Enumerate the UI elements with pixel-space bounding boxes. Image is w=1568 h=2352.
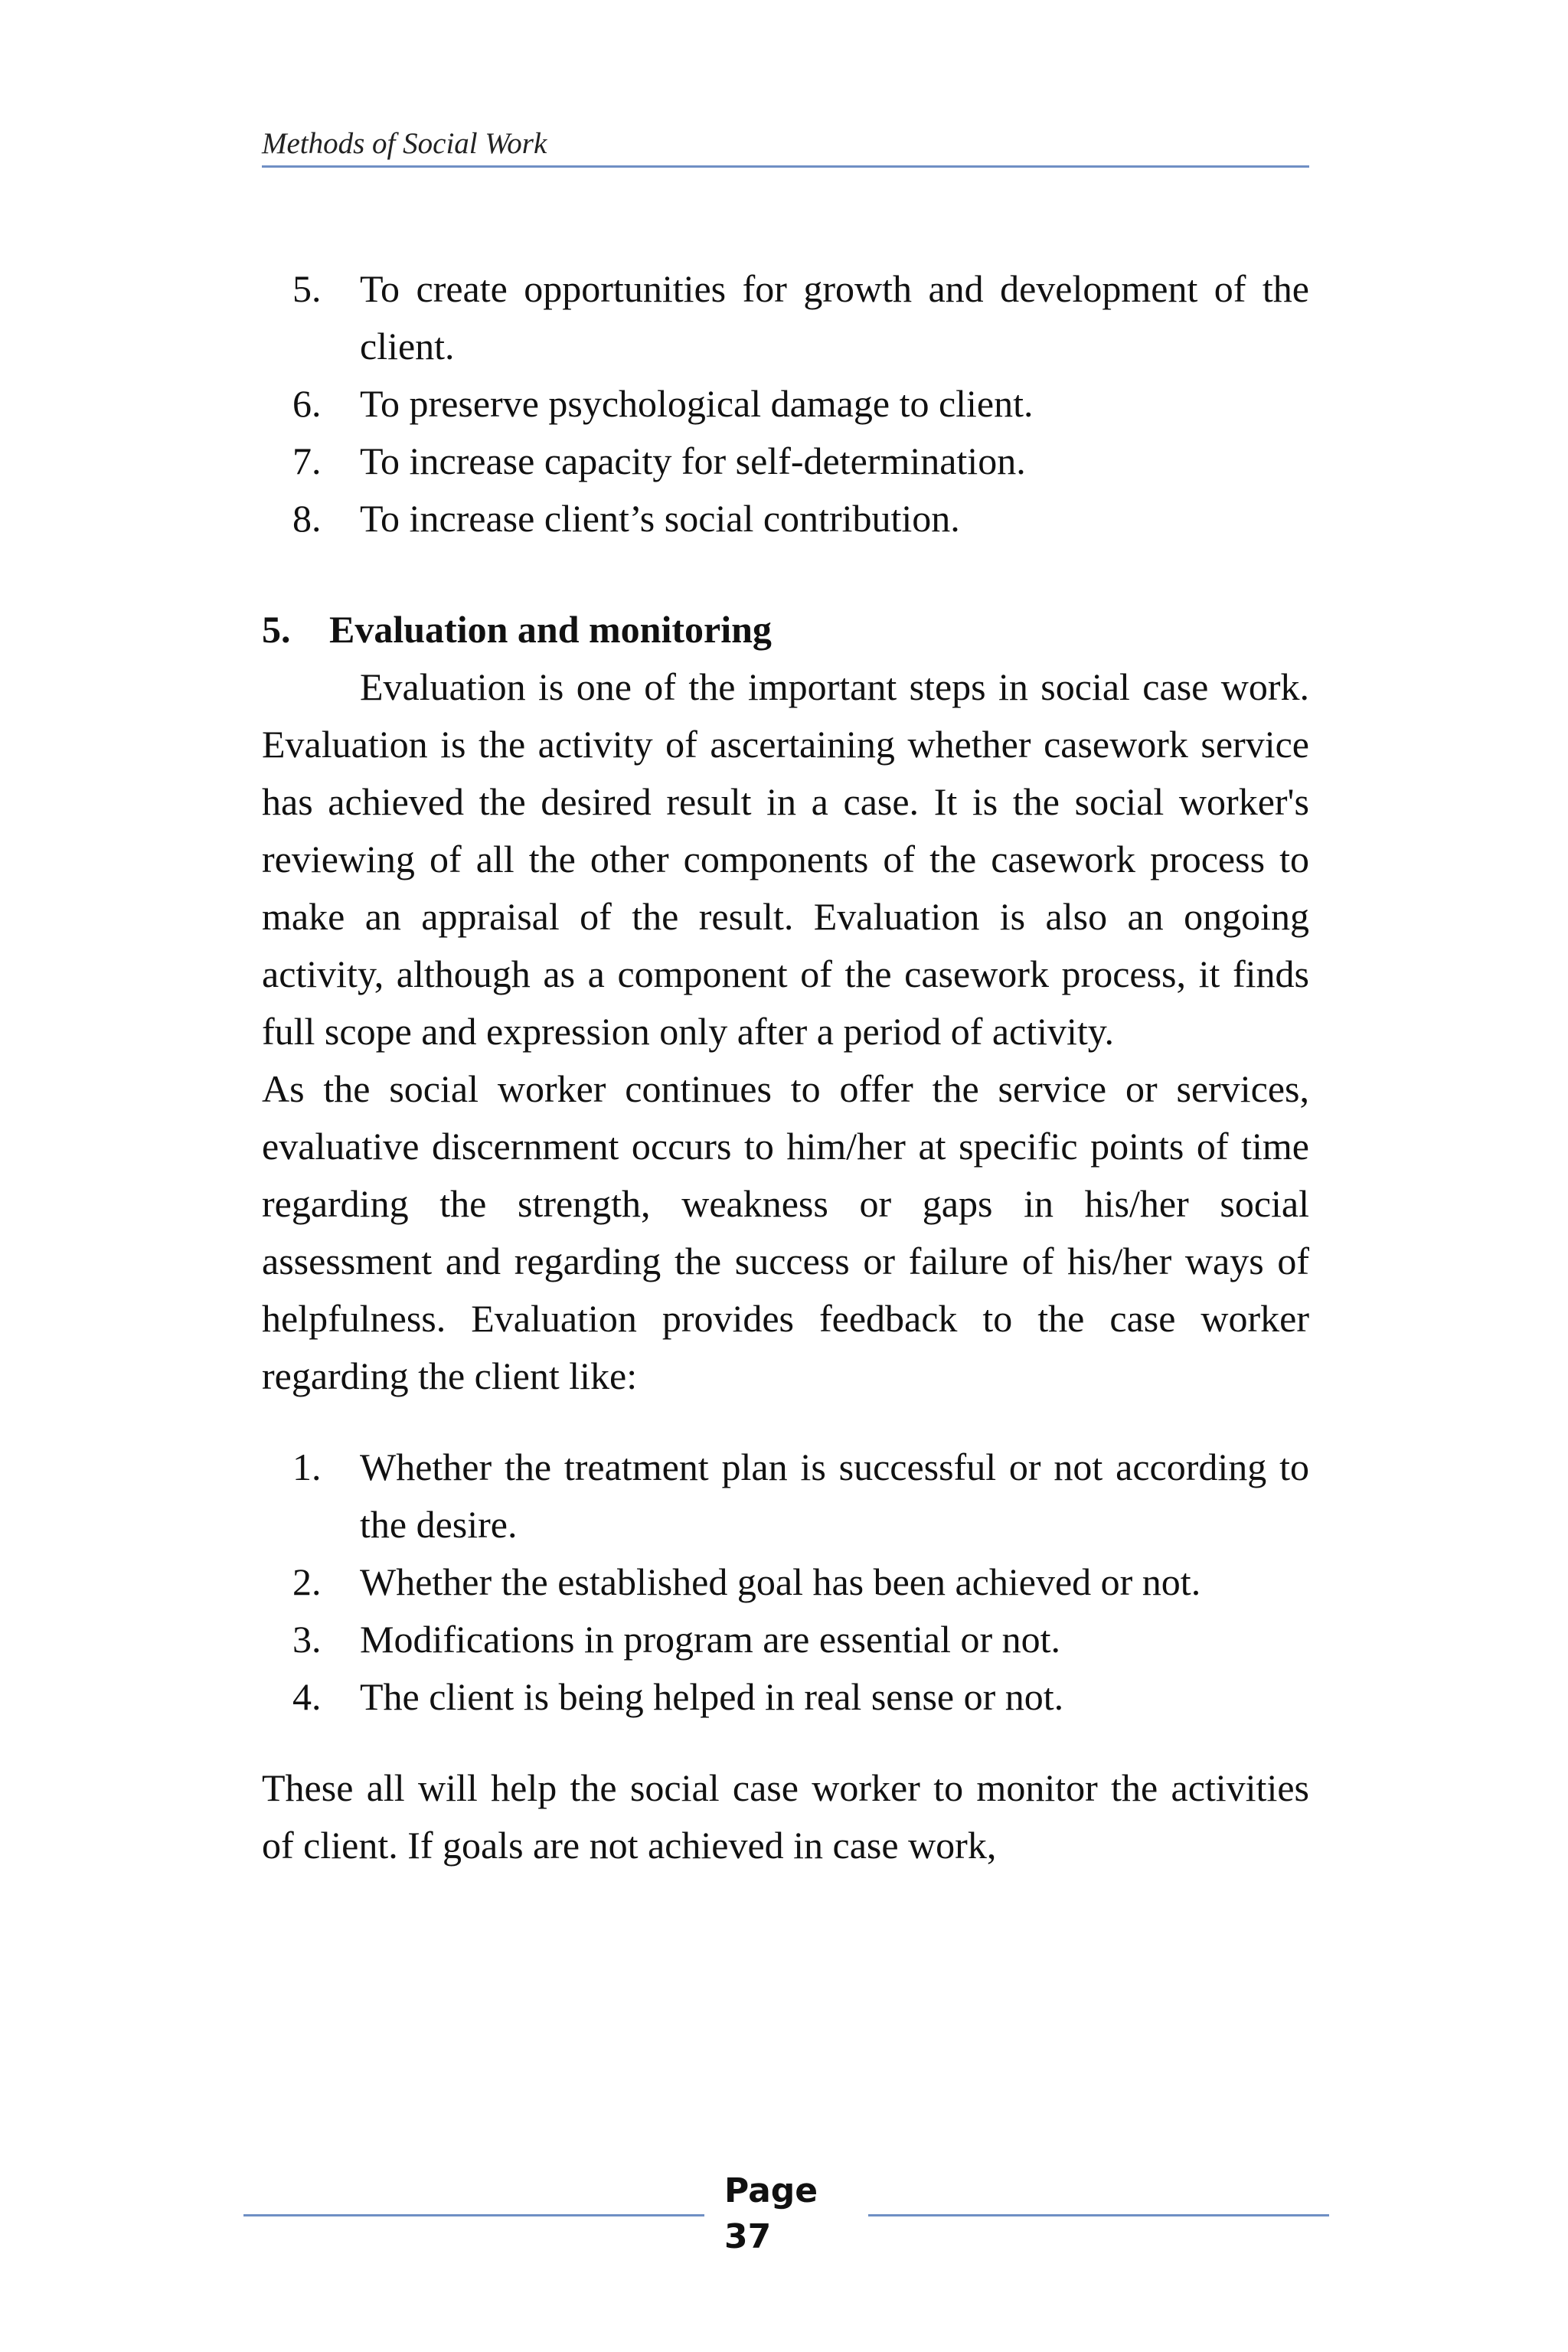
running-header [262,127,1309,168]
section-number: 5. [262,608,291,651]
list-item [262,260,1309,375]
list-item-text: The client is being helped in real sense or not. [360,1675,1064,1718]
list-item [262,490,1309,547]
section-heading [262,601,1309,658]
list-item [262,1553,1309,1611]
footer-rule-left [243,2214,704,2216]
page-number: 37 [724,2217,772,2256]
list-item-number: 8. [292,497,322,540]
page-content [262,260,1309,1874]
page-footer [243,2168,1329,2275]
section-title: Evaluation and monitoring [329,608,772,651]
list-item-number: 2. [292,1560,322,1603]
footer-rule-right [868,2214,1329,2216]
list-item-number: 4. [292,1675,322,1718]
header-title: Methods of Social Work [262,127,547,160]
list-item-text: To preserve psychological damage to client. [360,382,1034,425]
list-item-text: Modifications in program are essential or not. [360,1618,1061,1661]
list-item-number: 6. [292,382,322,425]
list-item [262,1611,1309,1668]
list-item [262,375,1309,433]
list-item-number: 5. [292,267,322,310]
list-item-number: 3. [292,1618,322,1661]
list-item-text: Whether the treatment plan is successful or not according to the desire. [360,1446,1309,1546]
list-item-text: Whether the established goal has been achieved or not. [360,1560,1201,1603]
paragraph-evaluation-feedback: As the social worker continues to offer the service or services, evaluative discernment occurs to him/her at specific points of time regarding the strength, weakness or gaps in his/her social assessment and regarding the success or failure of his/her ways of helpfulness. Evaluation provides feedback to the case worker regarding the client like: [262,1067,1309,1397]
objectives-list [262,260,1309,547]
list-item-number: 7. [292,439,322,482]
feedback-list [262,1439,1309,1726]
list-item-text: To create opportunities for growth and development of the client. [360,267,1309,368]
page-number-label [724,2168,854,2260]
list-item [262,1439,1309,1553]
paragraph-evaluation-intro: Evaluation is one of the important steps in social case work. Evaluation is the activity of ascertaining whether casework service has achieved the desired result in a case. It is the social worker's reviewing of all the other components of the casework process to make an appraisal of the result. Evaluation is also an ongoing activity, although as a component of the casework process, it finds full scope and expression only after a period of activity. [262,665,1309,1053]
list-item [262,433,1309,490]
list-item-number: 1. [292,1446,322,1488]
paragraph-monitoring: These all will help the social case worker to monitor the activities of client. If goals are not achieved in case work, [262,1766,1309,1867]
list-item-text: To increase capacity for self-determination. [360,439,1026,482]
list-item [262,1668,1309,1726]
page-label-text: Page [724,2171,818,2210]
list-item-text: To increase client’s social contribution. [360,497,960,540]
